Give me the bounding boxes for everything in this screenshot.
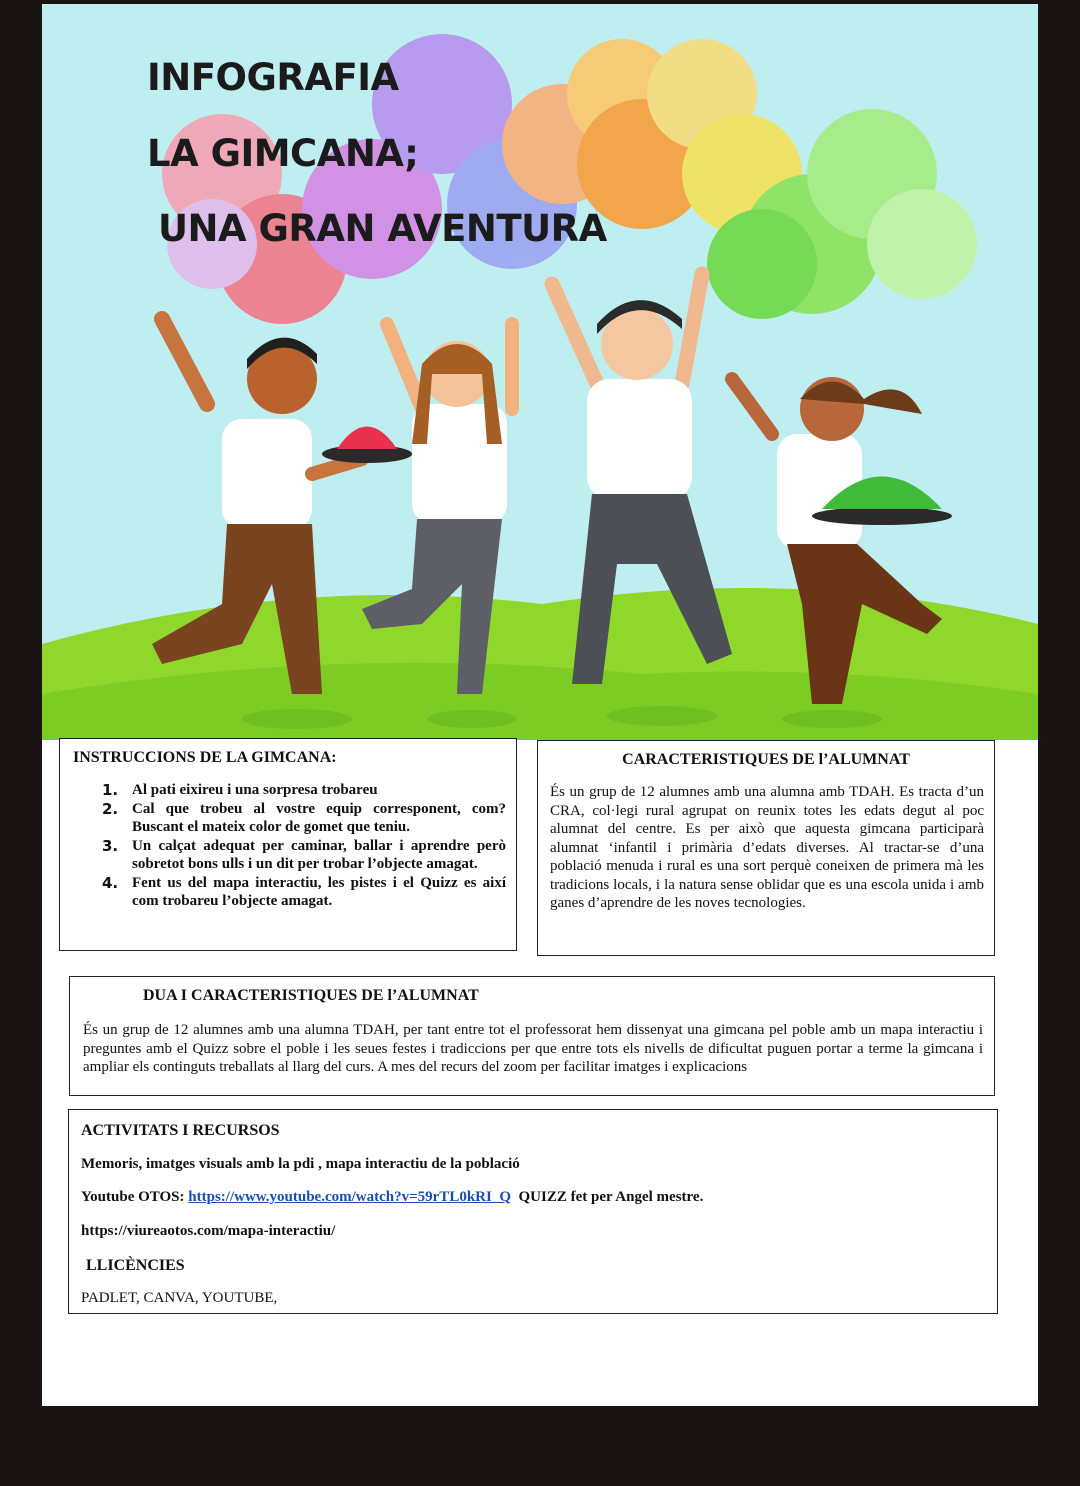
title-line-2: LA GIMCANA; (147, 132, 419, 175)
instruction-item: 4. Fent us del mapa interactiu, les pistes i el Quizz es així com trobareu l’objecte amagat. (102, 873, 506, 909)
map-url: https://viureaotos.com/mapa-interactiu/ (81, 1223, 336, 1239)
header-illustration (42, 4, 1038, 740)
dua-heading: DUA I CARACTERISTIQUES DE l’ALUMNAT (143, 987, 479, 1004)
characteristics-heading: CARACTERISTIQUES DE l’ALUMNAT (622, 751, 910, 768)
activities-resources: Memoris, imatges visuals amb la pdi , mapa interactiu de la població (81, 1156, 520, 1172)
licences-heading: LLICÈNCIES (86, 1257, 185, 1274)
children-throwing-color-powder-illustration (42, 4, 1038, 740)
instruction-item: 1. Al pati eixireu i una sorpresa trobareu (102, 781, 378, 799)
licences-list: PADLET, CANVA, YOUTUBE, (81, 1290, 278, 1306)
dua-box (69, 976, 995, 1096)
characteristics-text: És un grup de 12 alumnes amb una alumna amb TDAH. Es tracta d’un CRA, col·legi rural agrupat on reunix totes les edats degut al poc alumnat del centre. Es per això que aquesta gimcana participarà alumnat ‘infantil i primària d’edats diverses. Al tractar-se d’una població menuda i rural es una sort perquè coneixen de primera mà les tradicions locals, i la natura sense oblidar que es una escola unida i amb ganes d’aprendre de les noves tecnologies. (550, 784, 984, 911)
instruction-item: 2. Cal que trobeu al vostre equip corresponent, com? Buscant el mateix color de gomet que teniu. (102, 799, 506, 835)
instructions-list (60, 781, 518, 911)
title-line-1: INFOGRAFIA (147, 56, 399, 99)
activities-heading: ACTIVITATS I RECURSOS (81, 1122, 280, 1139)
characteristics-box (537, 740, 995, 956)
instruction-item: 3. Un calçat adequat per caminar, ballar i aprendre però sobretot bons ulls i un dit per trobar l’objecte amagat. (102, 836, 506, 872)
title-line-3: UNA GRAN AVENTURA (158, 207, 607, 250)
youtube-link[interactable]: https://www.youtube.com/watch?v=59rTL0kRI_Q (188, 1189, 511, 1205)
activities-box (68, 1109, 998, 1314)
youtube-line: Youtube OTOS: https://www.youtube.com/watch?v=59rTL0kRI_Q QUIZZ fet per Angel mestre. (81, 1189, 704, 1205)
instructions-box (59, 738, 517, 951)
document-page (42, 4, 1038, 1406)
instructions-heading: INSTRUCCIONS DE LA GIMCANA: (73, 749, 337, 766)
dua-text: És un grup de 12 alumnes amb una alumna TDAH, per tant entre tot el professorat hem dissenyat una gimcana pel poble amb un mapa interactiu i preguntes amb el Quizz sobre el poble i les seues festes i tradiccions per que entre tots els nivells de dificultat puguen portar a terme la gimcana i ampliar els continguts treballats al llarg del curs. A mes del recurs del zoom per facilitar imatges i explicacions (83, 1022, 983, 1075)
